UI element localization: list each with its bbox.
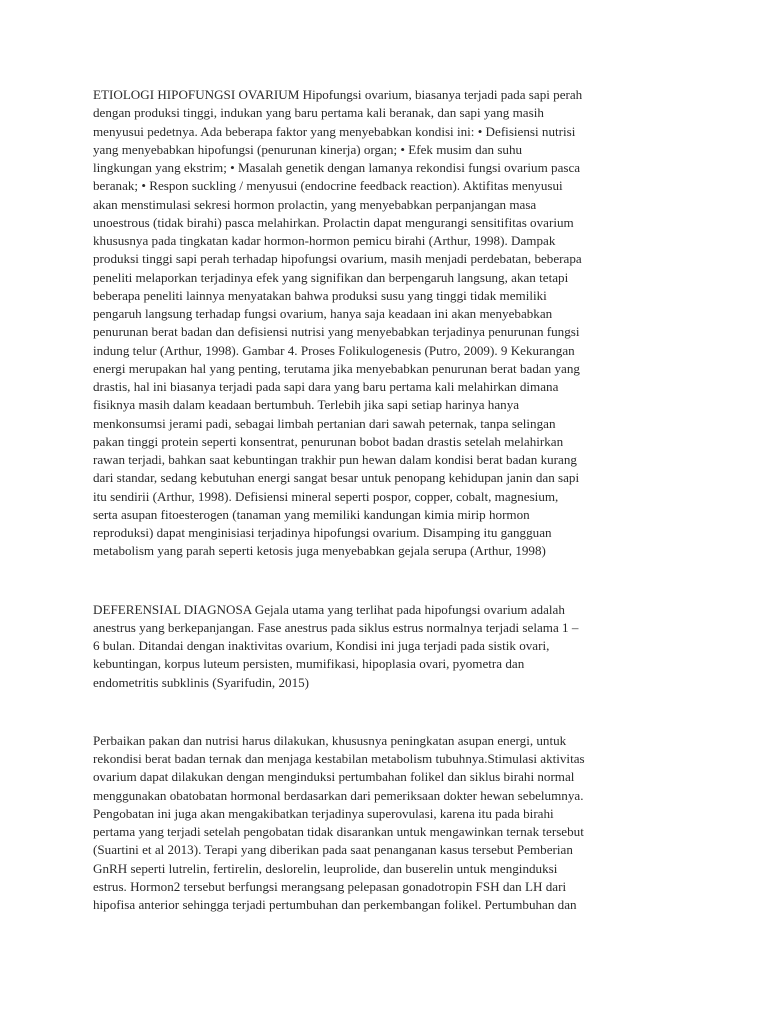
text-line: pengaruh langsung terhadap fungsi ovarium, hanya saja keadaan ini akan menyebabkan [93,306,553,321]
paragraph-perbaikan-pakan [93,732,681,915]
text-line: energi merupakan hal yang penting, terutama jika menyebabkan penurunan berat badan yang [93,360,580,376]
text-line: metabolism yang parah seperti ketosis juga menyebabkan gejala serupa (Arthur, 1998) [93,543,546,559]
text-line: drastis, hal ini biasanya terjadi pada sapi dara yang baru pertama kali melahirkan dimana [93,379,559,394]
text-line: lingkungan yang ekstrim; • Masalah genetik dengan lamanya rekondisi fungsi ovarium pasca [93,160,581,175]
text-line: DEFERENSIAL DIAGNOSA Gejala utama yang terlihat pada hipofungsi ovarium adalah [93,601,565,617]
text-line: penurunan berat badan dan defisiensi nutrisi yang menyebabkan terjadinya penurunan fungsi [93,324,580,340]
text-line: dengan produksi tinggi, indukan yang baru pertama kali beranak, dan sapi yang masih [93,105,544,121]
text-line: menkonsumsi jerami padi, sebagai limbah pertanian dari sawah peternak, tanpa selingan [93,415,556,431]
text-line: anestrus yang berkepanjangan. Fase anestrus pada siklus estrus normalnya terjadi selama 1 – [93,619,579,635]
text-line: rekondisi berat badan ternak dan menjaga kestabilan metabolism tubuhnya.Stimulasi aktivitas [93,751,585,766]
text-line: kebuntingan, korpus luteum persisten, mumifikasi, hipoplasia ovari, pyometra dan [93,656,525,672]
text-line: endometritis subklinis (Syarifudin, 2015) [93,674,310,690]
text-line: itu sendirii (Arthur, 1998). Defisiensi mineral seperti pospor, copper, cobalt, magnesium, [93,488,559,504]
text-line: estrus. Hormon2 tersebut berfungsi merangsang pelepasan gonadotropin FSH dan LH dari [93,878,567,894]
text-line: GnRH seperti lutrelin, fertirelin, deslorelin, leuprolide, dan buserelin untuk menginduksi [93,860,558,876]
text-line: Pengobatan ini juga akan mengakibatkan terjadinya superovulasi, karena itu pada birahi [93,805,554,821]
text-line: peneliti melaporkan terjadinya efek yang signifikan dan berpengaruh langsung, akan tetapi [93,269,569,285]
text-line: akan menstimulasi sekresi hormon prolactin, yang menyebabkan perpanjangan masa [93,196,537,212]
text-line: (Suartini et al 2013). Terapi yang diberikan pada saat penanganan kasus tersebut Pemberian [93,842,573,858]
paragraph-etiologi [93,86,681,561]
text-line: menyusui pedetnya. Ada beberapa faktor yang menyebabkan kondisi ini: • Defisiensi nutrisi [93,123,576,139]
text-line: unoestrous (tidak birahi) pasca melahirkan. Prolactin dapat mengurangi sensitifitas ovarium [93,214,574,230]
document-page [93,86,681,914]
text-line: pakan tinggi protein seperti konsentrat, penurunan bobot badan drastis setelah melahirkan [93,433,564,449]
text-line: 6 bulan. Ditandai dengan inaktivitas ovarium, Kondisi ini juga terjadi pada sistik ovari, [93,638,550,653]
text-line: pertama yang terjadi setelah pengobatan tidak disarankan untuk mengawinkan ternak tersebut [93,824,584,839]
text-line: beberapa peneliti lainnya menyatakan bahwa produksi susu yang tinggi tidak memiliki [93,287,547,303]
text-line: ovarium dapat dilakukan dengan menginduksi pertumbahan folikel dan siklus birahi normal [93,769,575,785]
text-line: serta asupan fitoesterogen (tanaman yang memiliki kandungan kimia mirip hormon [93,506,530,522]
text-line: rawan terjadi, bahkan saat kebuntingan trakhir pun hewan dalam kondisi berat badan kurang [93,452,577,467]
text-line: menggunakan obatobatan hormonal berdasarkan dari pemeriksaan dokter hewan sebelumnya. [93,787,584,803]
text-line: ETIOLOGI HIPOFUNGSI OVARIUM Hipofungsi ovarium, biasanya terjadi pada sapi perah [93,87,583,102]
text-line: fisiknya masih dalam keadaan bertumbuh. Terlebih jika sapi setiap harinya hanya [93,397,520,413]
text-line: indung telur (Arthur, 1998). Gambar 4. Proses Folikulogenesis (Putro, 2009). 9 Kekurangan [93,342,575,358]
paragraph-deferensial-diagnosa [93,601,681,692]
text-line: khususnya pada tingkatan kadar hormon-hormon pemicu birahi (Arthur, 1998). Dampak [93,233,556,248]
text-line: Perbaikan pakan dan nutrisi harus dilakukan, khususnya peningkatan asupan energi, untuk [93,732,567,748]
text-line: produksi tinggi sapi perah terhadap hipofungsi ovarium, masih menjadi perdebatan, beberapa [93,251,582,267]
text-line: beranak; • Respon suckling / menyusui (endocrine feedback reaction). Aktifitas menyusui [93,178,563,194]
text-line: reproduksi) dapat menginisiasi terjadinya hipofungsi ovarium. Disamping itu gangguan [93,525,552,540]
text-line: hipofisa anterior sehingga terjadi pertumbuhan dan perkembangan folikel. Pertumbuhan dan [93,897,577,912]
text-line: yang menyebabkan hipofungsi (penurunan kinerja) organ; • Efek musim dan suhu [93,141,523,157]
text-line: dari standar, sedang kebutuhan energi sangat besar untuk penopang kehidupan janin dan sapi [93,470,580,486]
